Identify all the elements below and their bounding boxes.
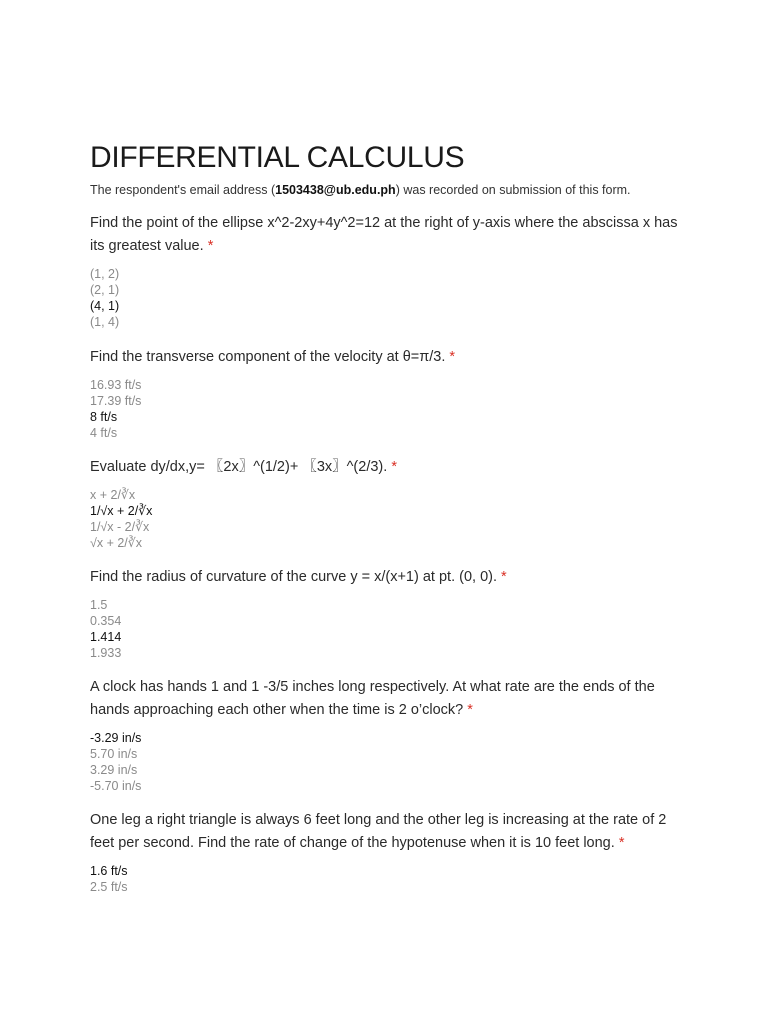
- question-text: [90, 566, 690, 589]
- question-text: [90, 676, 690, 722]
- question-5: [90, 676, 690, 794]
- required-asterisk: *: [501, 569, 507, 585]
- answer-option[interactable]: 0.354: [90, 614, 122, 628]
- answer-option-selected[interactable]: 1.414: [90, 630, 122, 644]
- answer-option[interactable]: 3.29 in/s: [90, 763, 138, 777]
- required-asterisk: *: [207, 238, 214, 254]
- question-text: [90, 212, 690, 258]
- answer-option-selected[interactable]: 8 ft/s: [90, 410, 118, 424]
- required-asterisk: *: [391, 459, 397, 475]
- question-2: [90, 346, 690, 441]
- answer-options: [90, 597, 690, 661]
- question-6-text: One leg a right triangle is always 6 feet long and the other leg is increasing at the rate of 2 feet per second. Find the rate of change of the hypotenuse when it is 10 feet long.: [90, 812, 667, 851]
- form-title: DIFFERENTIAL CALCULUS: [90, 141, 465, 174]
- answer-option[interactable]: 17.39 ft/s: [90, 394, 142, 408]
- answer-option[interactable]: 4 ft/s: [90, 426, 118, 440]
- answer-option[interactable]: 2.5 ft/s: [90, 880, 128, 894]
- question-3: [90, 456, 690, 551]
- answer-option[interactable]: -5.70 in/s: [90, 779, 142, 793]
- answer-option-selected[interactable]: -3.29 in/s: [90, 731, 142, 745]
- answer-option[interactable]: (2, 1): [90, 283, 120, 297]
- question-text: [90, 346, 690, 369]
- required-asterisk: *: [618, 835, 625, 851]
- answer-options: [90, 377, 690, 441]
- answer-option-selected[interactable]: 1.6 ft/s: [90, 864, 128, 878]
- answer-option[interactable]: x + 2/∛x: [90, 488, 136, 502]
- question-5-text: A clock has hands 1 and 1 -3/5 inches long respectively. At what rate are the ends of the hands approaching each other when the time is 2 o’clock?: [90, 679, 655, 718]
- answer-options: [90, 487, 690, 551]
- email-notice-suffix: ) was recorded on submission of this form.: [395, 183, 631, 197]
- answer-options: [90, 863, 690, 895]
- email-notice: [90, 182, 690, 198]
- answer-option[interactable]: √x + 2/∛x: [90, 536, 142, 550]
- answer-options: [90, 730, 690, 794]
- question-1: [90, 212, 690, 330]
- email-notice-prefix: The respondent's email address (: [90, 183, 276, 197]
- form-page: [90, 138, 690, 895]
- answer-option-selected[interactable]: (4, 1): [90, 299, 120, 313]
- answer-option[interactable]: 1.933: [90, 646, 122, 660]
- answer-option[interactable]: 1/√x - 2/∛x: [90, 520, 150, 534]
- answer-option[interactable]: 16.93 ft/s: [90, 378, 142, 392]
- answer-option-selected[interactable]: 1/√x + 2/∛x: [90, 504, 153, 518]
- answer-option[interactable]: (1, 2): [90, 267, 120, 281]
- question-text: [90, 809, 690, 855]
- answer-options: [90, 266, 690, 330]
- required-asterisk: *: [467, 702, 473, 718]
- question-text: [90, 456, 690, 479]
- question-2-text: Find the transverse component of the velocity at θ=π/3.: [90, 349, 446, 365]
- required-asterisk: *: [449, 349, 456, 365]
- question-4-text: Find the radius of curvature of the curve y = x/(x+1) at pt. (0, 0).: [90, 569, 497, 585]
- answer-option[interactable]: 1.5: [90, 598, 108, 612]
- question-1-text: Find the point of the ellipse x^2-2xy+4y^2=12 at the right of y-axis where the abscissa x has its greatest value.: [90, 215, 678, 254]
- question-6: [90, 809, 690, 895]
- respondent-email: 1503438@ub.edu.ph: [275, 183, 396, 197]
- answer-option[interactable]: (1, 4): [90, 315, 120, 329]
- question-3-text: Evaluate dy/dx,y= 〖2x〗^(1/2)+ 〖3x〗^(2/3).: [90, 459, 388, 475]
- question-4: [90, 566, 690, 661]
- answer-option[interactable]: 5.70 in/s: [90, 747, 138, 761]
